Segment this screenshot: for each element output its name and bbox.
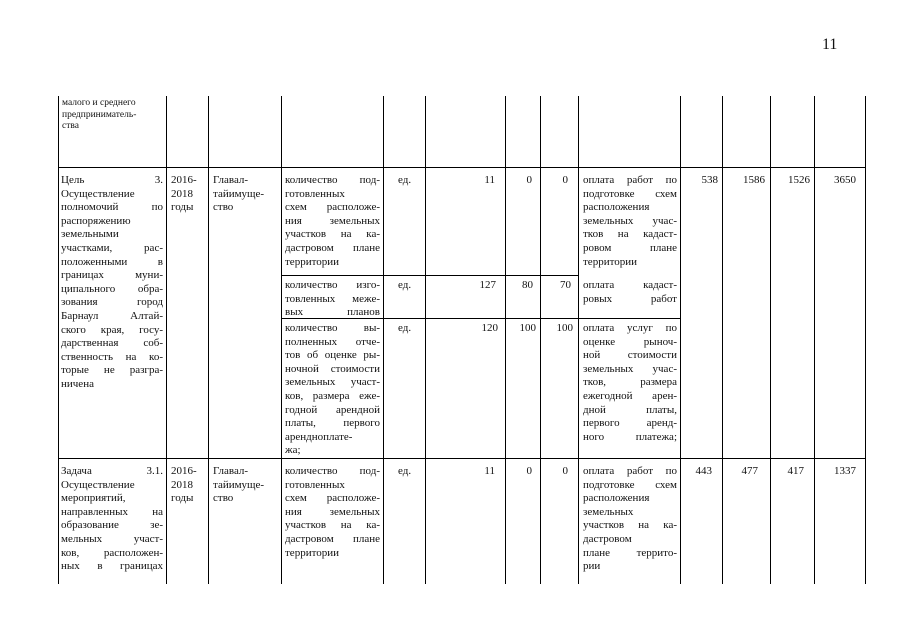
indicator-name: количество изго- товленных меже- вых планов xyxy=(285,279,380,319)
table-rule xyxy=(383,96,384,584)
indicator-name: количество под- готовленных схем расположе- ния земельных участков на ка- дастровом плане территории xyxy=(285,465,380,559)
indicator-value: 11 xyxy=(484,465,495,477)
finance-value: 1337 xyxy=(834,465,856,477)
table-rule xyxy=(505,96,506,584)
activity-text: оплата работ по подготовке схем расположения земельных учас- тков на кадаст- ровом плане территории xyxy=(583,174,677,268)
table-rule xyxy=(281,96,282,584)
goal-executor: Главал- тайимуще- ство xyxy=(213,174,265,214)
top-row-name: малого и среднего предприниматель- ства xyxy=(62,98,137,132)
indicator-value: 127 xyxy=(479,279,496,291)
task-executor: Главал- тайимуще- ство xyxy=(213,465,265,505)
goal-name: Цель 3. Осуществление полномочий по распоряжению земельными участками, рас- положенными в границах муни- ципального обра- зования город Барнаул Алтай- ского края, госу- дарственная соб- ственность на ко- торые не разгра- ничена xyxy=(61,174,163,390)
indicator-unit: ед. xyxy=(398,279,412,291)
table-rule xyxy=(722,96,723,584)
table-rule xyxy=(58,458,866,459)
indicator-value: 0 xyxy=(562,465,568,477)
table-rule xyxy=(865,96,866,584)
table-rule xyxy=(281,275,578,276)
indicator-unit: ед. xyxy=(398,174,412,186)
activity-text: оплата работ по подготовке схем расположения земельных участков на ка- дастровом плане террито- рии xyxy=(583,465,677,573)
indicator-value: 0 xyxy=(526,174,532,186)
task-years: 2016- 2018 годы xyxy=(171,465,197,505)
table-rule xyxy=(578,96,579,584)
page-number: 11 xyxy=(822,36,838,53)
finance-value: 3650 xyxy=(834,174,856,186)
activity-text: оплата кадаст- ровых работ xyxy=(583,279,677,305)
activity-text: оплата услуг по оценке рыноч- ной стоимости земельных учас- тков, размера ежегодной арен- дной платы, первого аренд- ного платежа; xyxy=(583,322,677,443)
indicator-value: 70 xyxy=(560,279,571,291)
indicator-value: 0 xyxy=(526,465,532,477)
indicator-value: 0 xyxy=(562,174,568,186)
table-rule xyxy=(680,96,681,584)
table-rule xyxy=(58,167,866,168)
goal-years: 2016- 2018 годы xyxy=(171,174,197,214)
table-rule xyxy=(425,96,426,584)
table-rule xyxy=(814,96,815,584)
finance-value: 477 xyxy=(741,465,758,477)
indicator-name: количество вы- полненных отче- тов об оценке ры- ночной стоимости земельных участ- ков, размера еже- годной арендной платы, первого арендноплате- жа; xyxy=(285,322,380,457)
indicator-unit: ед. xyxy=(398,465,412,477)
table-rule xyxy=(58,96,59,584)
table-rule xyxy=(208,96,209,584)
finance-value: 443 xyxy=(695,465,712,477)
table-rule xyxy=(166,96,167,584)
indicator-value: 11 xyxy=(484,174,495,186)
indicator-value: 120 xyxy=(481,322,498,334)
indicator-value: 80 xyxy=(522,279,533,291)
table-rule xyxy=(540,96,541,584)
indicator-name: количество под- готовленных схем расположе- ния земельных участков на ка- дастровом плане территории xyxy=(285,174,380,268)
indicator-unit: ед. xyxy=(398,322,412,334)
finance-value: 417 xyxy=(787,465,804,477)
finance-value: 1586 xyxy=(743,174,765,186)
finance-value: 538 xyxy=(701,174,718,186)
task-name: Задача 3.1. Осуществление мероприятий, направленных на образование зе- мельных участ- ков, расположен- ных в границах xyxy=(61,465,163,573)
indicator-value: 100 xyxy=(519,322,536,334)
table-rule xyxy=(770,96,771,584)
indicator-value: 100 xyxy=(556,322,573,334)
finance-value: 1526 xyxy=(788,174,810,186)
